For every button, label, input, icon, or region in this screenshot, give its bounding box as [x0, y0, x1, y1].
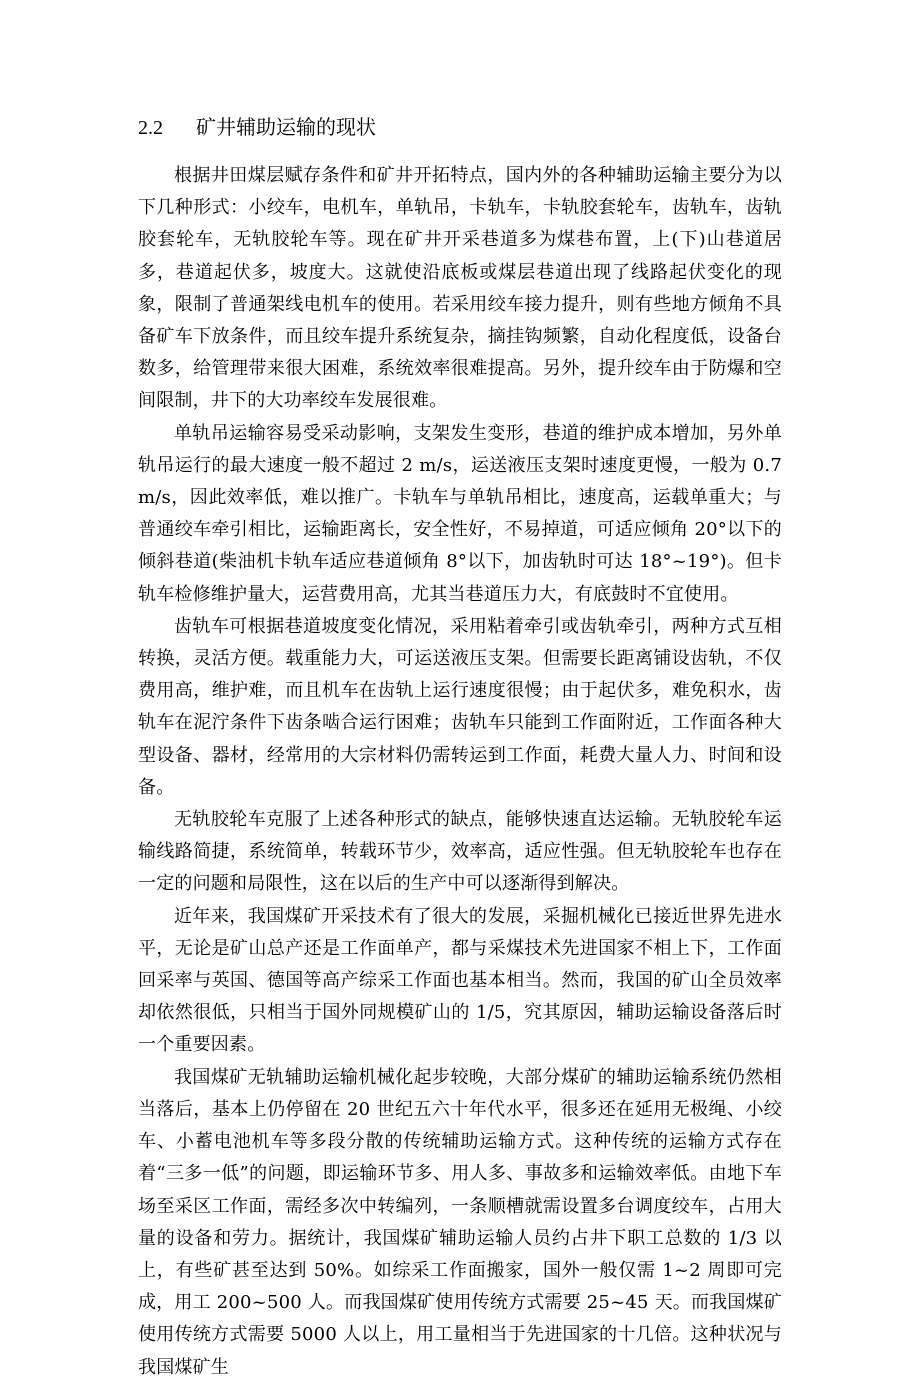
section-number: 2.2 — [138, 117, 163, 139]
paragraph-1: 根据井田煤层赋存条件和矿井开拓特点，国内外的各种辅助运输主要分为以下几种形式：小绞车，电机车，单轨吊，卡轨车，卡轨胶套轮车，齿轨车，齿轨胶套轮车，无轨胶轮车等。现在矿井开采巷道多为煤巷布置，上(下)山巷道居多，巷道起伏多，坡度大。这就使沿底板或煤层巷道出现了线路起伏变化的现象，限制了普通架线电机车的使用。若采用绞车接力提升，则有些地方倾角不具备矿车下放条件，而且绞车提升系统复杂，摘挂钩频繁，自动化程度低，设备台数多，给管理带来很大困难，系统效率很难提高。另外，提升绞车由于防爆和空间限制，井下的大功率绞车发展很难。 — [138, 165, 782, 412]
paragraph-6: 我国煤矿无轨辅助运输机械化起步较晚，大部分煤矿的辅助运输系统仍然相当落后，基本上仍停留在 20 世纪五六十年代水平，很多还在延用无极绳、小绞车、小蓄电池机车等多段分散的传统辅助运输方式。这种传统的运输方式存在着“三多一低”的问题，即运输环节多、用人多、事故多和运输效率低。由地下车场至采区工作面，需经多次中转编列，一条顺槽就需设置多台调度绞车，占用大量的设备和劳力。据统计，我国煤矿辅助运输人员约占井下职工总数的 1/3 以上，有些矿甚至达到 50%。如综采工作面搬家，国外一般仅需 1~2 周即可完成，用工 200~500 人。而我国煤矿使用传统方式需要 25~45 天。而我国煤矿使用传统方式需要 5000 人以上，用工量相当于先进国家的十几倍。这种状况与我国煤矿生 — [138, 1066, 782, 1378]
body-text — [138, 160, 782, 1384]
section-title: 矿井辅助运输的现状 — [196, 115, 376, 139]
paragraph-3: 齿轨车可根据巷道坡度变化情况，采用粘着牵引或齿轨牵引，两种方式互相转换，灵活方便。载重能力大，可运送液压支架。但需要长距离铺设齿轨，不仅费用高，维护难，而且机车在齿轨上运行速度很慢；由于起伏多，难免积水，齿轨车在泥泞条件下齿条啮合运行困难；齿轨车只能到工作面附近，工作面各种大型设备、器材，经常用的大宗材料仍需转运到工作面，耗费大量人力、时间和设备。 — [138, 615, 782, 798]
paragraph-5: 近年来，我国煤矿开采技术有了很大的发展，采掘机械化已接近世界先进水平，无论是矿山总产还是工作面单产，都与采煤技术先进国家不相上下，工作面回采率与英国、德国等高产综采工作面也基本相当。然而，我国的矿山全员效率却依然很低，只相当于国外同规模矿山的 1/5，究其原因，辅助运输设备落后时一个重要因素。 — [138, 905, 782, 1056]
paragraph-2: 单轨吊运输容易受采动影响，支架发生变形，巷道的维护成本增加，另外单轨吊运行的最大速度一般不超过 2 m/s，运送液压支架时速度更慢，一般为 0.7 m/s，因此效率低，难以推广。卡轨车与单轨吊相比，速度高，运载单重大；与普通绞车牵引相比，运输距离长，安全性好，不易掉道，可适应倾角 20°以下的倾斜巷道(柴油机卡轨车适应巷道倾角 8°以下，加齿轨时可达 18°~19°)。但卡轨车检修维护量大，运营费用高，尤其当巷道压力大，有底鼓时不宜使用。 — [138, 422, 782, 605]
section-heading — [138, 112, 376, 143]
paragraph-4: 无轨胶轮车克服了上述各种形式的缺点，能够快速直达运输。无轨胶轮车运输线路简捷，系统简单，转载环节少，效率高，适应性强。但无轨胶轮车也存在一定的问题和局限性，这在以后的生产中可以逐渐得到解决。 — [138, 809, 782, 895]
